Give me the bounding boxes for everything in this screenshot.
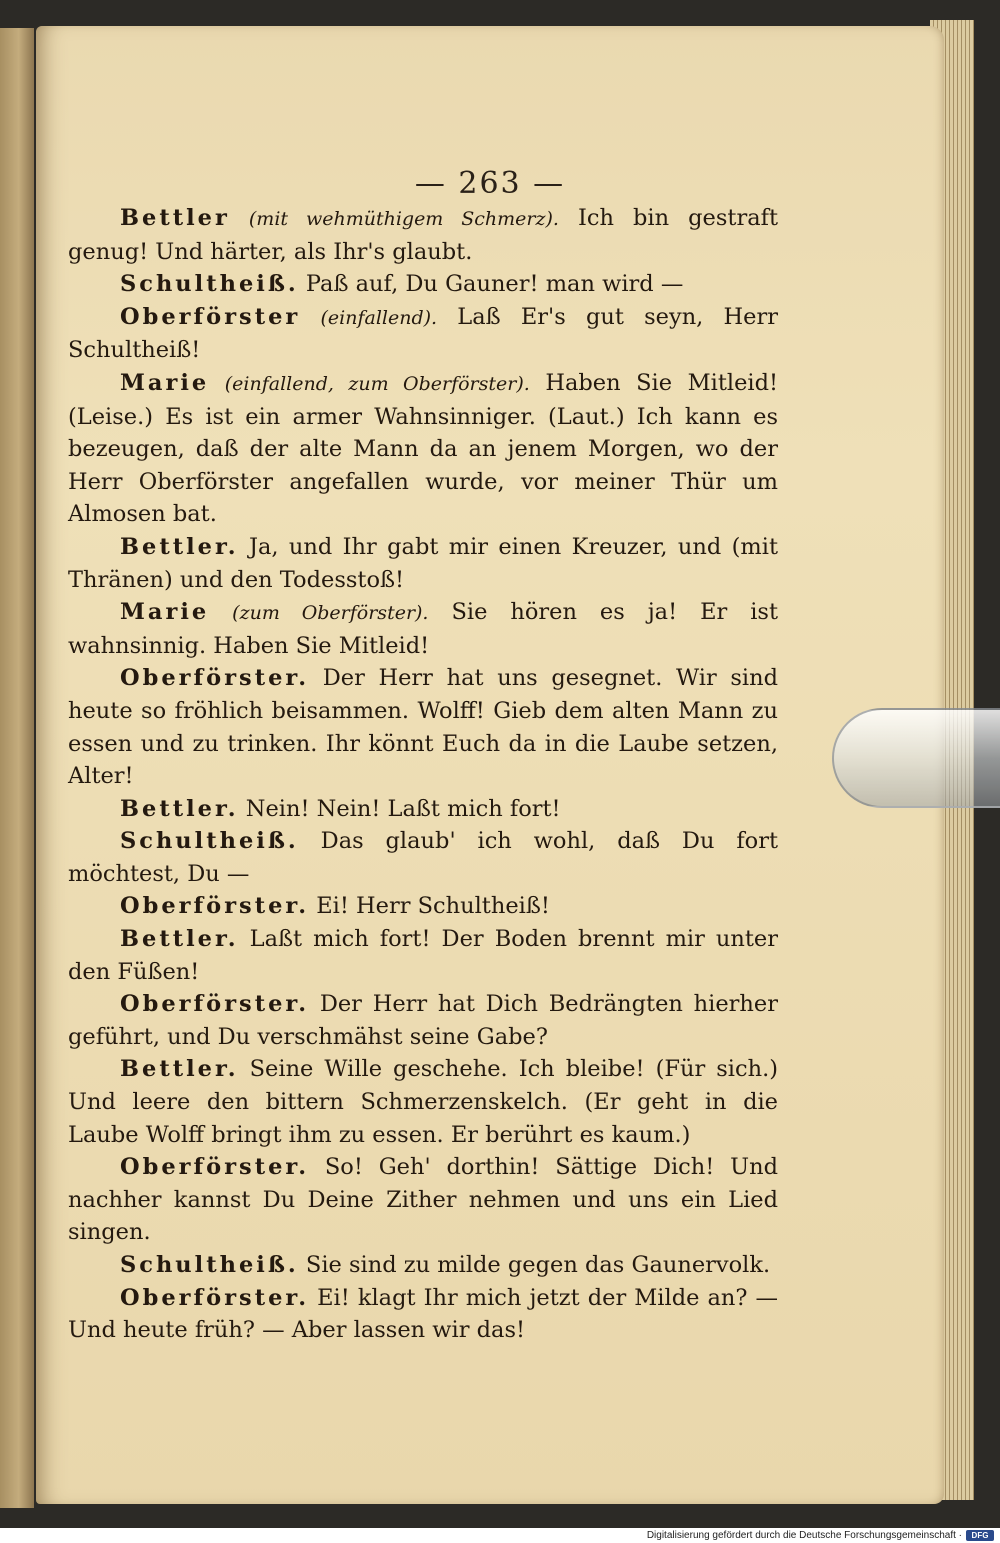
paragraph-3	[68, 301, 778, 367]
page-number: — 263 —	[414, 166, 566, 201]
speaker: Bettler.	[120, 795, 239, 822]
paragraph-text: Der Herr hat uns gesegnet. Wir sind heute so fröhlich beisammen. Wolff! Gieb dem alten Mann zu essen und zu trinken. Ihr könnt Euch da in die Laube setzen, Alter!	[68, 665, 779, 790]
paragraph-5	[68, 531, 778, 596]
paragraph-14	[68, 1151, 778, 1249]
paragraph-text: Ei! klagt Ihr mich jetzt der Milde an? — Und heute früh? — Aber lassen wir das!	[68, 1284, 778, 1344]
paragraph-text: Sie sind zu milde gegen das Gaunervolk.	[305, 1252, 771, 1278]
footer-credit: Digitalisierung gefördert durch die Deutsche Forschungsgemeinschaft ·	[646, 1530, 962, 1541]
paragraph-text: So! Geh' dorthin! Sättige Dich! Und nachher kannst Du Deine Zither nehmen und uns ein Lied singen.	[68, 1154, 778, 1246]
stage-direction: (zum Oberförster).	[232, 602, 429, 625]
paragraph-10	[68, 890, 778, 923]
paragraph-2	[68, 268, 778, 301]
stage-direction: (einfallend, zum Oberförster).	[224, 372, 530, 395]
speaker: Schultheiß.	[120, 271, 299, 298]
speaker: Marie	[120, 599, 210, 626]
stage-direction: (mit wehmüthigem Schmerz).	[248, 208, 559, 230]
paragraph-text: Nein! Nein! Laßt mich fort!	[245, 795, 561, 822]
speaker: Oberförster.	[120, 893, 310, 920]
paragraph-text: Ei! Herr Schultheiß!	[316, 893, 550, 920]
paragraph-15	[68, 1249, 778, 1282]
paragraph-6	[68, 596, 778, 662]
speaker: Bettler	[120, 205, 230, 231]
stage-direction: (einfallend).	[320, 306, 438, 329]
paragraph-text: Der Herr hat Dich Bedrängten hierher geführt, und Du verschmähst seine Gabe?	[68, 991, 778, 1050]
speaker: Oberförster	[120, 303, 301, 330]
bookmark-clip	[832, 708, 1000, 808]
speaker: Oberförster.	[120, 1284, 310, 1311]
paragraph-1	[68, 202, 778, 268]
speaker: Schultheiß.	[120, 828, 299, 855]
speaker: Schultheiß.	[120, 1252, 299, 1278]
paragraph-text: Paß auf, Du Gauner! man wird —	[305, 271, 684, 298]
speaker: Bettler.	[120, 926, 239, 953]
paragraph-text: Ich bin gestraft genug! Und härter, als Ihr's glaubt.	[68, 205, 778, 265]
paragraph-text: Sie hören es ja! Er ist wahnsinnig. Haben Sie Mitleid!	[68, 599, 779, 659]
paragraph-12	[68, 988, 778, 1053]
paragraph-11	[68, 923, 778, 988]
left-page-edge	[0, 28, 34, 1508]
paragraph-text: Ja, und Ihr gabt mir einen Kreuzer, und (mit Thränen) und den Todesstoß!	[68, 533, 778, 593]
paragraph-8	[68, 793, 778, 826]
paragraph-text: Laß Er's gut seyn, Herr Schultheiß!	[68, 303, 778, 364]
paragraph-text: Seine Wille geschehe. Ich bleibe! (Für sich.) Und leere den bittern Schmerzenskelch. (Er geht in die Laube Wolff bringt ihm zu essen. Er berührt es kaum.)	[68, 1056, 778, 1148]
speaker: Bettler.	[120, 533, 239, 560]
paragraph-text: Laßt mich fort! Der Boden brennt mir unter den Füßen!	[68, 926, 778, 985]
paragraph-text: Haben Sie Mitleid! (Leise.) Es ist ein armer Wahnsinniger. (Laut.) Ich kann es bezeugen, daß der alte Mann da an jenem Morgen, wo der Herr Oberförster angefallen wurde, vor meiner Thür um Almosen bat.	[68, 369, 779, 528]
paragraph-7	[68, 662, 778, 792]
speaker: Bettler.	[120, 1056, 239, 1083]
footer-bar	[0, 1528, 1000, 1543]
paragraph-9	[68, 825, 778, 890]
speaker: Marie	[120, 369, 210, 396]
book-page	[36, 26, 944, 1504]
speaker: Oberförster.	[120, 665, 310, 692]
paragraph-4	[68, 367, 778, 531]
paragraph-text: Das glaub' ich wohl, daß Du fort möchtest, Du —	[68, 828, 778, 887]
speaker: Oberförster.	[120, 991, 310, 1018]
text-block	[68, 202, 778, 1347]
paragraph-13	[68, 1053, 778, 1151]
dfg-logo: DFG	[966, 1530, 994, 1541]
speaker: Oberförster.	[120, 1154, 310, 1181]
paragraph-16	[68, 1282, 778, 1347]
